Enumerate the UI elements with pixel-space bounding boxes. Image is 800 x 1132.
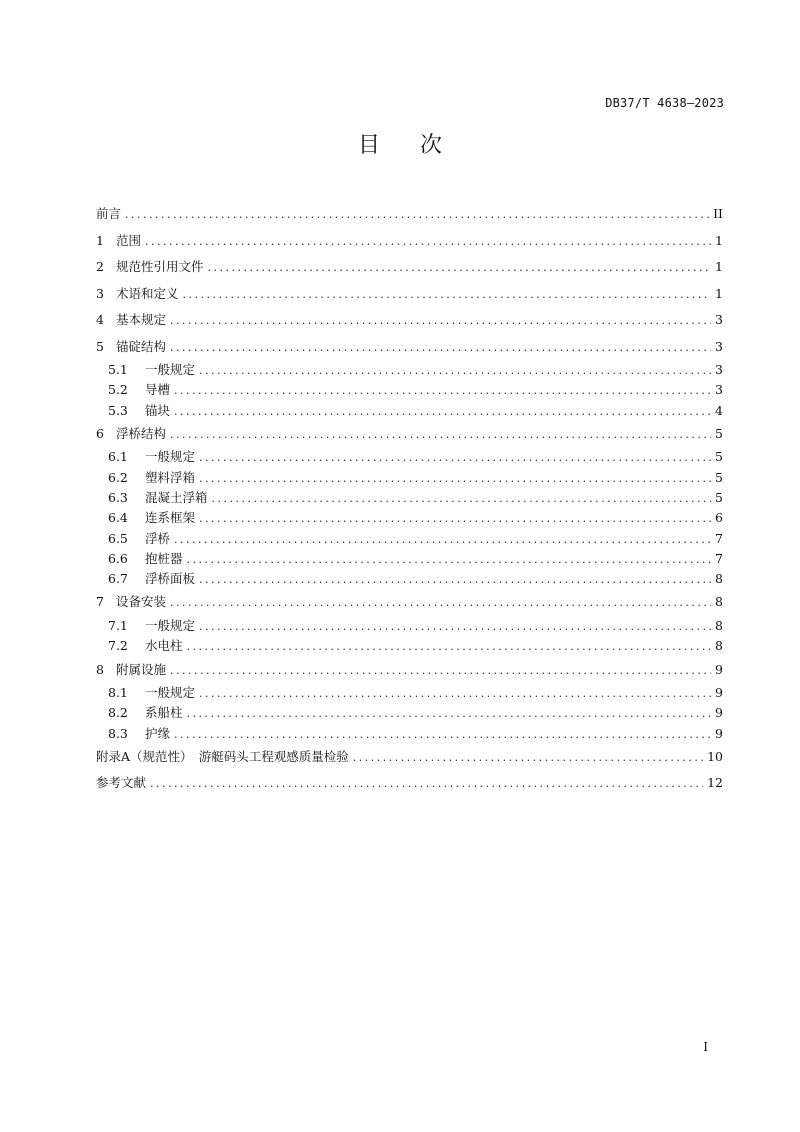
toc-entry-number: 7.1 bbox=[108, 617, 128, 633]
toc-entry-label bbox=[96, 201, 121, 228]
toc-leader-dots bbox=[125, 201, 709, 229]
toc-entry-label bbox=[96, 636, 183, 656]
toc-entry[interactable] bbox=[96, 401, 723, 421]
toc-entry[interactable] bbox=[96, 744, 723, 771]
toc-entry-page: 12 bbox=[707, 775, 723, 791]
toc-entry-title: 混凝土浮箱 bbox=[145, 489, 208, 505]
toc-leader-dots bbox=[199, 616, 711, 637]
toc-entry-label bbox=[96, 616, 195, 636]
toc-entry-number: 8 bbox=[96, 661, 104, 677]
toc-entry-label bbox=[96, 380, 170, 400]
page-title: 目次 bbox=[357, 133, 482, 158]
toc-entry-title: 锚块 bbox=[145, 402, 171, 418]
table-of-contents bbox=[96, 201, 723, 797]
toc-entry-number: 8.3 bbox=[108, 725, 128, 741]
toc-entry-page: 8 bbox=[715, 638, 723, 654]
toc-entry-page: 4 bbox=[715, 402, 723, 418]
toc-entry-label bbox=[96, 228, 141, 255]
toc-entry-title: 前言 bbox=[96, 206, 122, 221]
toc-entry-number: 6 bbox=[96, 425, 104, 441]
toc-entry-number: 2 bbox=[96, 259, 104, 274]
toc-leader-dots bbox=[145, 228, 711, 256]
toc-leader-dots bbox=[183, 281, 711, 309]
toc-entry-label bbox=[96, 657, 166, 684]
toc-entry-label bbox=[96, 334, 166, 361]
toc-entry[interactable] bbox=[96, 703, 723, 723]
toc-entry[interactable] bbox=[96, 616, 723, 636]
toc-entry-title: 基本规定 bbox=[116, 312, 167, 327]
toc-entry-title: 附属设施 bbox=[116, 661, 167, 677]
toc-entry[interactable] bbox=[96, 488, 723, 508]
toc-entry-number: 7 bbox=[96, 594, 104, 610]
toc-entry-label bbox=[96, 589, 166, 616]
toc-entry-title: 塑料浮箱 bbox=[145, 469, 196, 485]
toc-leader-dots bbox=[187, 549, 711, 570]
toc-entry-page: 1 bbox=[715, 232, 723, 248]
toc-leader-dots bbox=[150, 770, 703, 798]
toc-entry-page: 1 bbox=[715, 259, 723, 274]
toc-leader-dots bbox=[199, 360, 711, 381]
toc-entry-label bbox=[96, 744, 349, 771]
toc-entry-title: 导槽 bbox=[145, 382, 171, 398]
toc-entry-number: 3 bbox=[96, 285, 104, 301]
toc-entry-page: 8 bbox=[715, 571, 723, 587]
toc-leader-dots bbox=[170, 657, 711, 685]
toc-entry[interactable] bbox=[96, 281, 723, 308]
toc-entry-label bbox=[96, 254, 204, 281]
toc-entry-number: 6.7 bbox=[108, 571, 128, 587]
toc-entry[interactable] bbox=[96, 683, 723, 703]
toc-entry-label bbox=[96, 281, 179, 308]
toc-entry-page: 1 bbox=[715, 285, 723, 301]
toc-entry-page: 3 bbox=[715, 312, 723, 327]
toc-entry[interactable] bbox=[96, 334, 723, 361]
toc-entry-number: 6.1 bbox=[108, 449, 128, 465]
toc-entry[interactable] bbox=[96, 529, 723, 549]
toc-entry-number: 5 bbox=[96, 338, 104, 354]
toc-leader-dots bbox=[199, 683, 711, 704]
toc-entry[interactable] bbox=[96, 657, 723, 684]
toc-entry-title: 一般规定 bbox=[145, 362, 196, 377]
toc-entry-title: 设备安装 bbox=[116, 594, 167, 610]
toc-leader-dots bbox=[199, 569, 711, 590]
toc-entry[interactable] bbox=[96, 569, 723, 589]
toc-entry[interactable] bbox=[96, 770, 723, 797]
toc-entry-number: 5.1 bbox=[108, 362, 128, 377]
toc-entry-page: 3 bbox=[715, 382, 723, 398]
toc-entry-page: 5 bbox=[715, 489, 723, 505]
toc-entry[interactable] bbox=[96, 201, 723, 228]
toc-entry-number: 6.3 bbox=[108, 489, 128, 505]
toc-entry-label bbox=[96, 703, 183, 723]
toc-entry-label bbox=[96, 529, 170, 549]
toc-entry[interactable] bbox=[96, 549, 723, 569]
doc-code: DB37/T 4638—2023 bbox=[605, 96, 724, 110]
toc-entry-label bbox=[96, 683, 195, 703]
toc-entry-page: 5 bbox=[715, 449, 723, 465]
toc-entry-page: 9 bbox=[715, 705, 723, 721]
toc-entry-title: 范围 bbox=[116, 232, 142, 248]
toc-entry-title: 锚碇结构 bbox=[116, 338, 167, 354]
toc-entry-number: 8.1 bbox=[108, 685, 128, 701]
toc-entry-title: 水电柱 bbox=[145, 638, 183, 654]
toc-entry-title: 抱桩器 bbox=[145, 550, 183, 566]
toc-entry-label bbox=[96, 488, 208, 508]
toc-entry-title: 术语和定义 bbox=[116, 285, 179, 301]
toc-entry-page: 5 bbox=[715, 469, 723, 485]
toc-leader-dots bbox=[170, 589, 711, 617]
toc-entry[interactable] bbox=[96, 468, 723, 488]
toc-entry-page: 9 bbox=[715, 725, 723, 741]
toc-entry-number: 8.2 bbox=[108, 705, 128, 721]
toc-entry-page: 9 bbox=[715, 685, 723, 701]
toc-entry-number: 1 bbox=[96, 232, 104, 248]
toc-entry-number: 6.2 bbox=[108, 469, 128, 485]
toc-entry[interactable] bbox=[96, 380, 723, 400]
toc-leader-dots bbox=[174, 380, 711, 401]
toc-entry-label bbox=[96, 401, 170, 421]
toc-leader-dots bbox=[170, 307, 711, 335]
toc-leader-dots bbox=[174, 401, 711, 422]
toc-entry[interactable] bbox=[96, 421, 723, 448]
toc-entry-page: 7 bbox=[715, 550, 723, 566]
toc-entry-title: 护缘 bbox=[145, 725, 171, 741]
toc-entry[interactable] bbox=[96, 360, 723, 380]
toc-entry[interactable] bbox=[96, 589, 723, 616]
toc-entry-title: 一般规定 bbox=[145, 449, 196, 465]
toc-entry-number: 4 bbox=[96, 312, 104, 327]
toc-leader-dots bbox=[170, 421, 711, 449]
toc-entry-label bbox=[96, 549, 183, 569]
toc-leader-dots bbox=[187, 636, 711, 657]
toc-entry-title: 附录A（规范性） 游艇码头工程观感质量检验 bbox=[96, 748, 349, 764]
toc-entry-number: 6.4 bbox=[108, 510, 128, 526]
toc-entry-label bbox=[96, 508, 195, 528]
toc-leader-dots bbox=[170, 334, 711, 362]
toc-entry-number: 6.5 bbox=[108, 530, 128, 546]
toc-entry-title: 规范性引用文件 bbox=[116, 259, 204, 274]
toc-entry-label bbox=[96, 447, 195, 467]
toc-entry-title: 浮桥面板 bbox=[145, 571, 196, 587]
toc-entry-label bbox=[96, 421, 166, 448]
toc-entry-number: 6.6 bbox=[108, 550, 128, 566]
toc-entry-number: 7.2 bbox=[108, 638, 128, 654]
toc-entry-page: 5 bbox=[715, 425, 723, 441]
toc-leader-dots bbox=[174, 529, 711, 550]
toc-entry[interactable] bbox=[96, 447, 723, 467]
toc-entry-title: 浮桥 bbox=[145, 530, 171, 546]
toc-entry-title: 浮桥结构 bbox=[116, 425, 167, 441]
toc-entry-title: 一般规定 bbox=[145, 617, 196, 633]
toc-entry-number: 5.2 bbox=[108, 382, 128, 398]
page-number: I bbox=[703, 1040, 708, 1054]
toc-entry-label bbox=[96, 360, 195, 380]
toc-entry-title: 一般规定 bbox=[145, 685, 196, 701]
toc-entry-page: 3 bbox=[715, 338, 723, 354]
toc-leader-dots bbox=[199, 468, 711, 489]
toc-entry-label bbox=[96, 770, 146, 797]
toc-entry[interactable] bbox=[96, 636, 723, 656]
toc-entry[interactable] bbox=[96, 724, 723, 744]
toc-leader-dots bbox=[353, 744, 703, 772]
toc-entry-page: 8 bbox=[715, 594, 723, 610]
toc-leader-dots bbox=[199, 508, 711, 529]
toc-entry-number: 5.3 bbox=[108, 402, 128, 418]
toc-entry-label bbox=[96, 468, 195, 488]
toc-leader-dots bbox=[212, 488, 711, 509]
toc-entry-label bbox=[96, 569, 195, 589]
toc-entry-page: 10 bbox=[707, 748, 723, 764]
toc-entry[interactable] bbox=[96, 307, 723, 334]
toc-entry[interactable] bbox=[96, 508, 723, 528]
toc-leader-dots bbox=[174, 724, 711, 745]
toc-entry[interactable] bbox=[96, 254, 723, 281]
toc-leader-dots bbox=[208, 254, 711, 282]
toc-entry-page: 3 bbox=[715, 362, 723, 377]
toc-entry-page: 7 bbox=[715, 530, 723, 546]
toc-entry-page: 9 bbox=[715, 661, 723, 677]
toc-entry-page: 6 bbox=[715, 510, 723, 526]
toc-entry-title: 连系框架 bbox=[145, 510, 196, 526]
toc-entry-title: 参考文献 bbox=[96, 775, 147, 791]
toc-leader-dots bbox=[199, 447, 711, 468]
toc-entry-page: II bbox=[713, 206, 723, 221]
toc-entry-label bbox=[96, 724, 170, 744]
toc-entry-page: 8 bbox=[715, 617, 723, 633]
toc-entry-label bbox=[96, 307, 166, 334]
toc-leader-dots bbox=[187, 703, 711, 724]
toc-entry[interactable] bbox=[96, 228, 723, 255]
toc-entry-title: 系船柱 bbox=[145, 705, 183, 721]
